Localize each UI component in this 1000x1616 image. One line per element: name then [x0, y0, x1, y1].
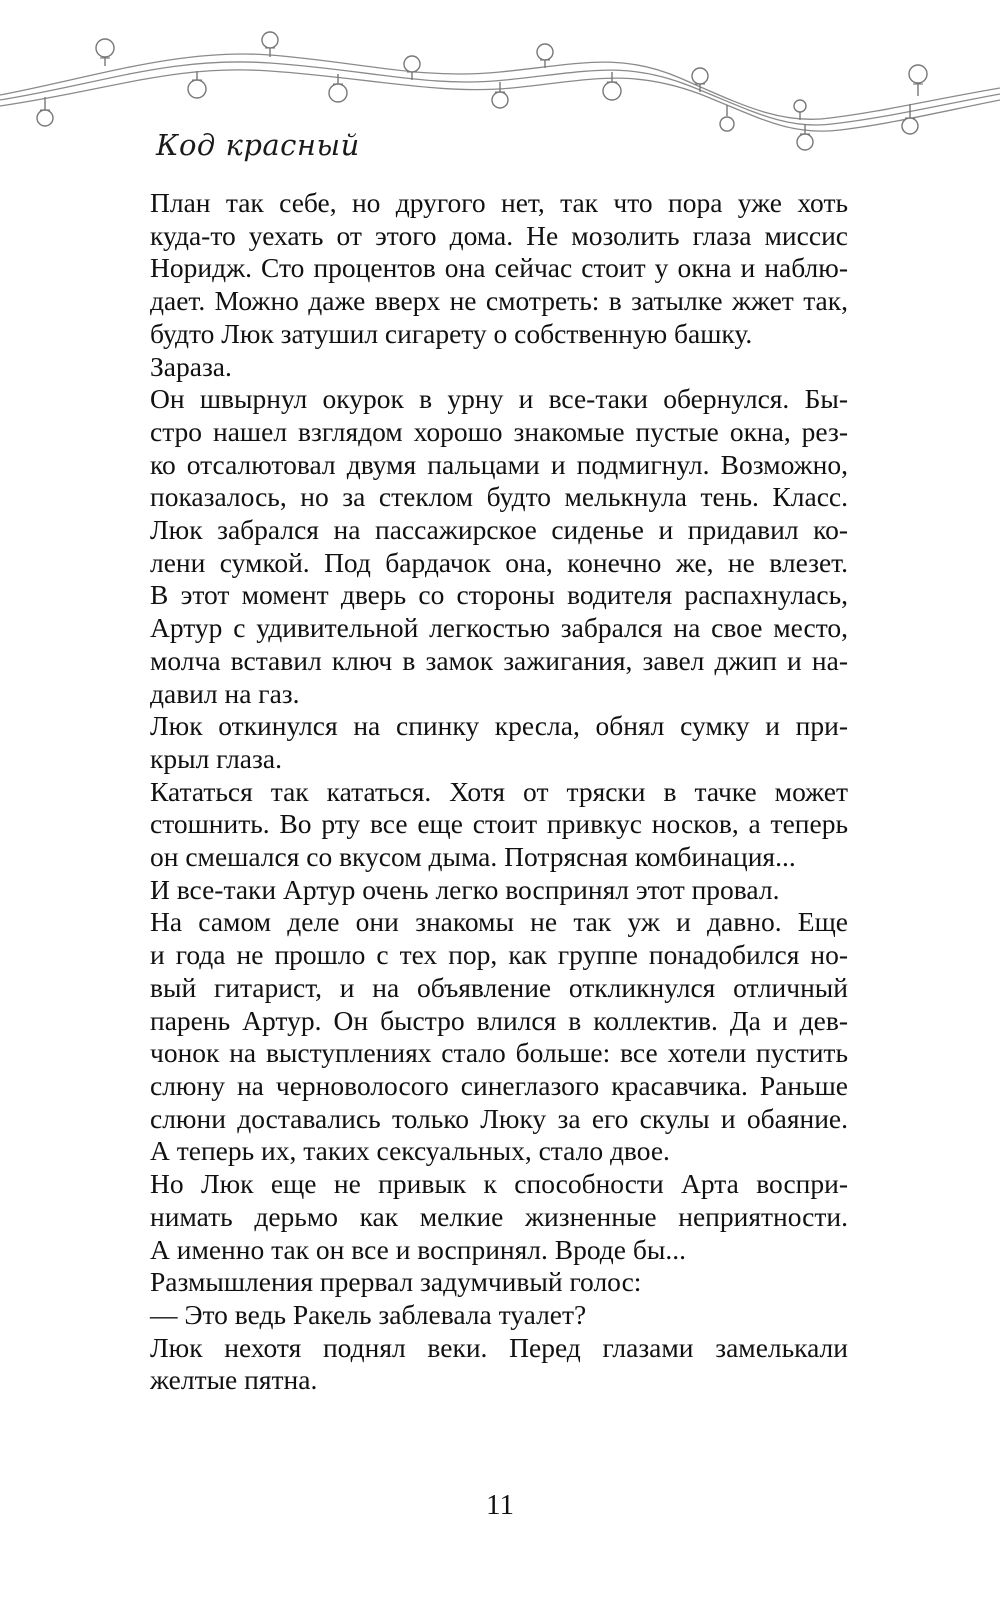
text-line: — Это ведь Ракель заблевала туалет?: [150, 1298, 587, 1330]
paragraph: [150, 351, 848, 384]
paragraph: [150, 383, 848, 710]
text-line: Люк забрался на пассажирское сиденье и придавил ко-: [150, 514, 848, 546]
text-line: куда-то уехать от этого дома. Не мозолить глаза миссис: [150, 219, 848, 251]
text-line: лени сумкой. Под бардачок она, конечно же, не влезет.: [150, 546, 848, 578]
text-line: ко отсалютовал двумя пальцами и подмигнул. Возможно,: [150, 448, 848, 480]
text-line: и года не прошло с тех пор, как группе понадобился но-: [150, 939, 848, 971]
text-line: В этот момент дверь со стороны водителя распахнулась,: [150, 579, 848, 611]
text-line: Кататься так кататься. Хотя от тряски в тачке может: [150, 775, 848, 807]
text-line: будто Люк затушил сигарету о собственную башку.: [150, 317, 753, 349]
body-text: [150, 187, 848, 1397]
text-line: А теперь их, таких сексуальных, стало двое.: [150, 1135, 670, 1167]
text-line: А именно так он все и воспринял. Вроде бы...: [150, 1233, 686, 1265]
paragraph: [150, 874, 848, 907]
text-line: желтые пятна.: [150, 1364, 318, 1396]
text-line: давил на газ.: [150, 677, 300, 709]
text-line: Люк откинулся на спинку кресла, обнял сумку и при-: [150, 710, 848, 742]
text-line: Норидж. Сто процентов она сейчас стоит у окна и наблю-: [150, 252, 848, 284]
paragraph: [150, 906, 848, 1168]
text-line: стошнить. Во рту все еще стоит привкус носков, а теперь: [150, 808, 848, 840]
paragraph: [150, 1168, 848, 1266]
text-line: Но Люк еще не привык к способности Арта воспри-: [150, 1168, 848, 1200]
text-line: Артур с удивительной легкостью забрался на свое место,: [150, 612, 848, 644]
text-line: Он швырнул окурок в урну и все-таки обернулся. Бы-: [150, 383, 848, 415]
text-line: чонок на выступлениях стало больше: все хотели пустить: [150, 1037, 848, 1069]
text-line: дает. Можно даже вверх не смотреть: в затылке жжет так,: [150, 285, 848, 317]
text-line: слюну на черноволосого синеглазого красавчика. Раньше: [150, 1069, 848, 1101]
text-line: слюни доставались только Люку за его скулы и обаяние.: [150, 1102, 848, 1134]
text-line: Люк нехотя поднял веки. Перед глазами замелькали: [150, 1331, 848, 1363]
text-line: И все-таки Артур очень легко воспринял этот провал.: [150, 873, 780, 905]
text-line: стро нашел взглядом хорошо знакомые пустые окна, рез-: [150, 415, 848, 447]
text-line: парень Артур. Он быстро влился в коллектив. Да и дев-: [150, 1004, 848, 1036]
paragraph: [150, 776, 848, 874]
running-head: Код красный: [156, 128, 360, 162]
paragraph: [150, 1266, 848, 1299]
paragraph: [150, 1299, 848, 1332]
text-line: он смешался со вкусом дыма. Потрясная комбинация...: [150, 841, 796, 873]
text-line: вый гитарист, и на объявление откликнулся отличный: [150, 971, 848, 1003]
text-line: нимать дерьмо как мелкие жизненные неприятности.: [150, 1200, 848, 1232]
paragraph: [150, 187, 848, 351]
text-line: молча вставил ключ в замок зажигания, завел джип и на-: [150, 644, 848, 676]
text-line: Зараза.: [150, 350, 232, 382]
paragraph: [150, 710, 848, 775]
text-line: План так себе, но другого нет, так что пора уже хоть: [150, 187, 848, 218]
text-line: На самом деле они знакомы не так уж и давно. Еще: [150, 906, 848, 938]
paragraph: [150, 1332, 848, 1397]
text-line: показалось, но за стеклом будто мелькнула тень. Класс.: [150, 481, 848, 513]
garland-ornament: [0, 0, 1000, 175]
page-number: 11: [486, 1489, 514, 1521]
text-line: Размышления прервал задумчивый голос:: [150, 1266, 642, 1298]
text-line: крыл глаза.: [150, 742, 282, 774]
